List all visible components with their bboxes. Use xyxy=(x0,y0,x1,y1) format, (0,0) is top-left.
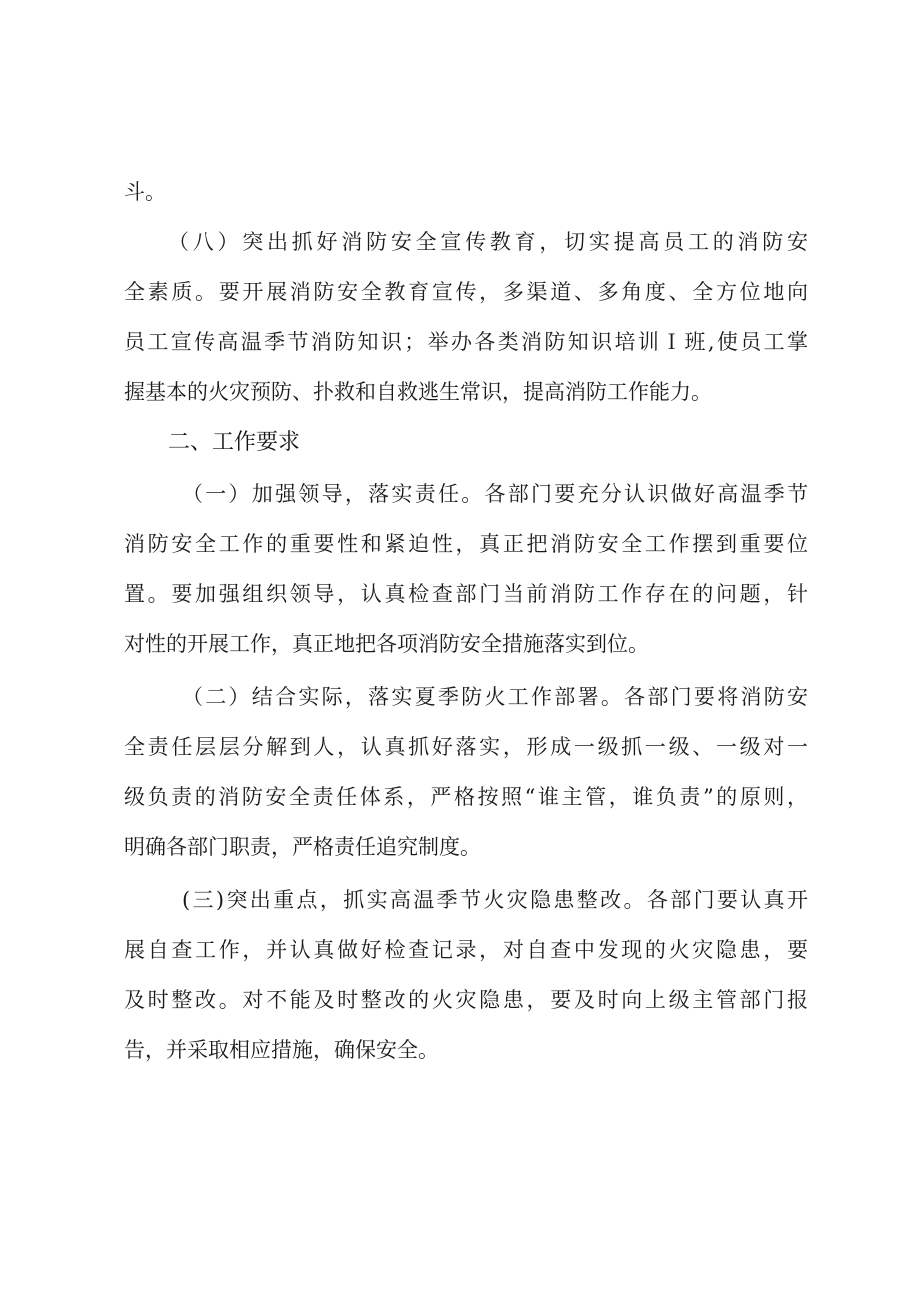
paragraph-eight-line-3: 员工宣传高温季节消防知识；举办各类消防知识培训Ｉ班,使员工掌 xyxy=(124,330,808,354)
paragraph-continuation-line: 斗。 xyxy=(124,180,166,204)
paragraph-req-1-line-4: 对性的开展工作，真正地把各项消防安全措施落实到位。 xyxy=(124,632,649,656)
paragraph-req-3-line-4: 告，并采取相应措施，确保安全。 xyxy=(124,1038,439,1062)
paragraph-eight-line-4: 握基本的火灾预防、扑救和自救逃生常识，提高消防工作能力。 xyxy=(124,380,712,404)
paragraph-req-1-line-3: 置。要加强组织领导，认真检查部门当前消防工作存在的问题，针 xyxy=(124,582,808,606)
paragraph-eight-line-1: （八）突出抓好消防安全宣传教育，切实提高员工的消防安 xyxy=(168,230,808,254)
paragraph-req-2-line-2: 全责任层层分解到人，认真抓好落实，形成一级抓一级、一级对一 xyxy=(124,735,808,759)
paragraph-req-1-line-1: （一）加强领导，落实责任。各部门要充分认识做好高温季节 xyxy=(182,482,808,506)
paragraph-req-3-line-3: 及时整改。对不能及时整改的火灾隐患，要及时向上级主管部门报 xyxy=(124,988,808,1012)
paragraph-req-2-line-4: 明确各部门职责，严格责任追究制度。 xyxy=(124,835,481,859)
section-heading: 二、工作要求 xyxy=(168,430,301,455)
paragraph-req-1-line-2: 消防安全工作的重要性和紧迫性，真正把消防安全工作摆到重要位 xyxy=(124,532,808,556)
paragraph-eight-line-2: 全素质。要开展消防安全教育宣传，多渠道、多角度、全方位地向 xyxy=(124,280,808,304)
paragraph-req-3-line-2: 展自查工作，并认真做好检查记录，对自查中发现的火灾隐患，要 xyxy=(124,938,808,962)
paragraph-req-3-line-1: (三)突出重点，抓实高温季节火灾隐患整改。各部门要认真开 xyxy=(182,888,808,912)
paragraph-req-2-line-3: 级负责的消防安全责任体系，严格按照“谁主管，谁负责”的原则， xyxy=(124,785,808,809)
paragraph-req-2-line-1: （二）结合实际，落实夏季防火工作部署。各部门要将消防安 xyxy=(182,685,808,709)
